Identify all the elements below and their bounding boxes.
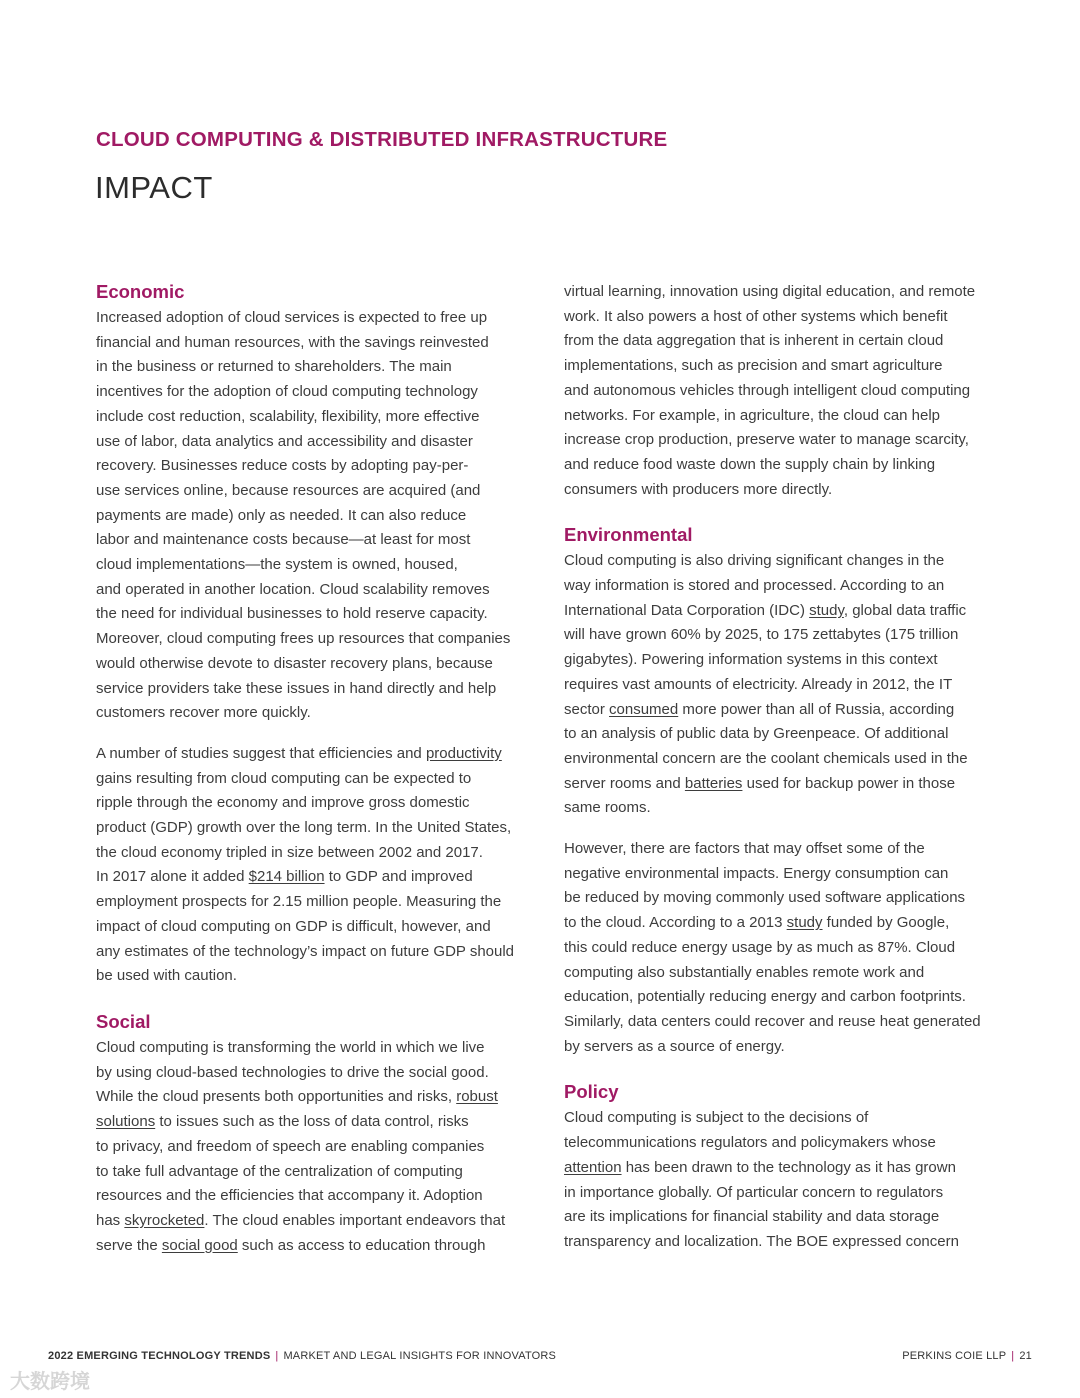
text-line: financial and human resources, with the savings reinvested	[96, 333, 489, 351]
text-line: will have grown 60% by 2025, to 175 zettabytes (175 trillion	[564, 626, 959, 644]
environmental-paragraph-1	[564, 549, 1004, 821]
page-number: 21	[1019, 1350, 1032, 1362]
environmental-heading: Environmental	[564, 524, 693, 546]
policy-paragraph	[564, 1106, 1004, 1254]
text-line: gigabytes). Powering information systems in this context	[564, 651, 938, 669]
text: to GDP and improved	[324, 868, 473, 886]
text-line: virtual learning, innovation using digital education, and remote	[564, 283, 976, 300]
batteries-link[interactable]: batteries	[684, 774, 743, 792]
text-line: to privacy, and freedom of speech are enabling companies	[96, 1137, 485, 1155]
watermark-logo: 大数跨境	[10, 1371, 90, 1393]
text-line: be used with caution.	[96, 967, 237, 985]
gdp-billion-link[interactable]: $214 billion	[248, 868, 325, 886]
text-line: resources and the efficiencies that accompany it. Adoption	[96, 1187, 483, 1205]
idc-study-link[interactable]: study	[809, 601, 844, 619]
social-paragraph	[96, 1036, 536, 1258]
social-good-link[interactable]: social good	[161, 1236, 238, 1254]
robust-solutions-link-cont[interactable]: solutions	[96, 1113, 156, 1131]
economic-paragraph-1	[96, 306, 536, 726]
text-line: by servers as a source of energy.	[564, 1037, 785, 1055]
environmental-paragraph-2	[564, 837, 1004, 1059]
report-title: 2022 EMERGING TECHNOLOGY TRENDS	[48, 1350, 271, 1362]
text: funded by Google,	[822, 914, 950, 932]
text: more power than all of Russia, according	[678, 700, 955, 718]
text-line: cloud implementations—the system is owned, housed,	[96, 556, 458, 574]
text-line: telecommunications regulators and policymakers whose	[564, 1134, 936, 1152]
skyrocketed-link[interactable]: skyrocketed	[124, 1211, 205, 1229]
text-line: include cost reduction, scalability, flexibility, more effective	[96, 407, 480, 425]
google-study-link[interactable]: study	[786, 914, 823, 932]
text-line: would otherwise devote to disaster recovery plans, because	[96, 654, 493, 672]
text-line: environmental concern are the coolant chemicals used in the	[564, 749, 968, 767]
attention-link[interactable]: attention	[564, 1158, 622, 1176]
text-line: Cloud computing is also driving significant changes in the	[564, 552, 945, 570]
text: . The cloud enables important endeavors that	[204, 1211, 506, 1229]
text-line: work. It also powers a host of other systems which benefit	[564, 307, 948, 325]
continued-paragraph	[564, 280, 1004, 502]
text-line: transparency and localization. The BOE expressed concern	[564, 1232, 959, 1250]
text: , global data traffic	[843, 601, 967, 619]
text-line: way information is stored and processed. According to an	[564, 577, 945, 595]
text: to issues such as the loss of data control, risks	[155, 1113, 469, 1131]
text: server rooms and	[564, 774, 685, 792]
text-line: to an analysis of public data by Greenpeace. Of additional	[564, 725, 949, 743]
text-line: and reduce food waste down the supply chain by linking	[564, 455, 936, 473]
consumed-link[interactable]: consumed	[609, 700, 679, 718]
text: International Data Corporation (IDC)	[564, 601, 810, 619]
text-line: consumers with producers more directly.	[564, 480, 833, 498]
footer-left	[48, 1350, 556, 1362]
policy-heading: Policy	[564, 1081, 619, 1103]
economic-paragraph-2	[96, 742, 536, 989]
text-line: the cloud economy tripled in size between 2002 and 2017.	[96, 843, 483, 861]
text: In 2017 alone it added	[96, 868, 249, 886]
text: such as access to education through	[237, 1236, 486, 1254]
text-line: the need for individual businesses to hold reserve capacity.	[96, 605, 488, 623]
text-line: labor and maintenance costs because—at least for most	[96, 531, 471, 549]
text-line: be reduced by moving commonly used software applications	[564, 889, 966, 907]
page-title: IMPACT	[95, 170, 213, 205]
text: A number of studies suggest that efficiencies and	[96, 744, 426, 762]
text-line: use of labor, data analytics and accessibility and disaster	[96, 432, 473, 450]
text-line: product (GDP) growth over the long term. In the United States,	[96, 819, 512, 837]
text-line: increase crop production, preserve water to manage scarcity,	[564, 431, 969, 449]
footer-right	[902, 1350, 1032, 1362]
text: to the cloud. According to a 2013	[564, 914, 787, 932]
text-line: Moreover, cloud computing frees up resources that companies	[96, 630, 511, 648]
text-line: service providers take these issues in hand directly and help	[96, 679, 497, 697]
text-line: are its implications for financial stability and data storage	[564, 1208, 940, 1226]
text-line: Cloud computing is transforming the world in which we live	[96, 1038, 485, 1056]
text-line: from the data aggregation that is inherent in certain cloud	[564, 332, 944, 350]
text-line: same rooms.	[564, 799, 651, 817]
productivity-link[interactable]: productivity	[425, 744, 502, 762]
text-line: employment prospects for 2.15 million people. Measuring the	[96, 893, 502, 911]
right-column	[564, 280, 1004, 1255]
social-heading: Social	[96, 1010, 151, 1032]
text-line: requires vast amounts of electricity. Already in 2012, the IT	[564, 675, 953, 693]
text-line: However, there are factors that may offset some of the	[564, 840, 925, 858]
text-line: education, potentially reducing energy and carbon footprints.	[564, 988, 966, 1006]
text-line: incentives for the adoption of cloud computing technology	[96, 383, 478, 401]
robust-solutions-link[interactable]: robust	[456, 1088, 498, 1106]
text-line: negative environmental impacts. Energy consumption can	[564, 864, 949, 882]
text-line: recovery. Businesses reduce costs by adopting pay-per-	[96, 457, 469, 475]
text-line: this could reduce energy usage by as much as 87%. Cloud	[564, 938, 956, 956]
text-line: in importance globally. Of particular concern to regulators	[564, 1183, 944, 1201]
text-line: customers recover more quickly.	[96, 704, 311, 722]
text-line: use services online, because resources are acquired (and	[96, 481, 481, 499]
footer-separator: |	[1011, 1350, 1015, 1362]
text-line: networks. For example, in agriculture, the cloud can help	[564, 406, 941, 424]
text-line: and operated in another location. Cloud scalability removes	[96, 580, 490, 598]
text: While the cloud presents both opportunities and risks,	[96, 1088, 457, 1106]
text-line: computing also substantially enables remote work and	[564, 963, 925, 981]
text: sector	[564, 700, 610, 718]
left-column	[96, 280, 536, 1258]
text-line: impact of cloud computing on GDP is difficult, however, and	[96, 917, 491, 935]
section-kicker: CLOUD COMPUTING & DISTRIBUTED INFRASTRUCTURE	[96, 128, 668, 151]
text-line: in the business or returned to shareholders. The main	[96, 358, 452, 376]
text-line: ripple through the economy and improve gross domestic	[96, 794, 470, 812]
text-line: and autonomous vehicles through intelligent cloud computing	[564, 381, 971, 399]
text-line: to take full advantage of the centralization of computing	[96, 1162, 463, 1180]
text-line: Similarly, data centers could recover and reuse heat generated	[564, 1012, 981, 1030]
text-line: gains resulting from cloud computing can be expected to	[96, 769, 472, 787]
text-line: any estimates of the technology’s impact on future GDP should	[96, 942, 515, 960]
text-line: Cloud computing is subject to the decisions of	[564, 1109, 869, 1127]
text: has	[96, 1211, 125, 1229]
text-line: implementations, such as precision and smart agriculture	[564, 357, 943, 375]
text-line: payments are made) only as needed. It can also reduce	[96, 506, 467, 524]
text-line: Increased adoption of cloud services is expected to free up	[96, 309, 488, 326]
report-subtitle: MARKET AND LEGAL INSIGHTS FOR INNOVATORS	[283, 1350, 557, 1362]
text: used for backup power in those	[742, 774, 956, 792]
firm-name: PERKINS COIE LLP	[902, 1350, 1007, 1362]
footer-separator: |	[275, 1350, 279, 1362]
text: serve the	[96, 1236, 162, 1254]
economic-heading: Economic	[96, 281, 185, 302]
text: has been drawn to the technology as it has grown	[621, 1158, 956, 1176]
text-line: by using cloud-based technologies to drive the social good.	[96, 1063, 489, 1081]
